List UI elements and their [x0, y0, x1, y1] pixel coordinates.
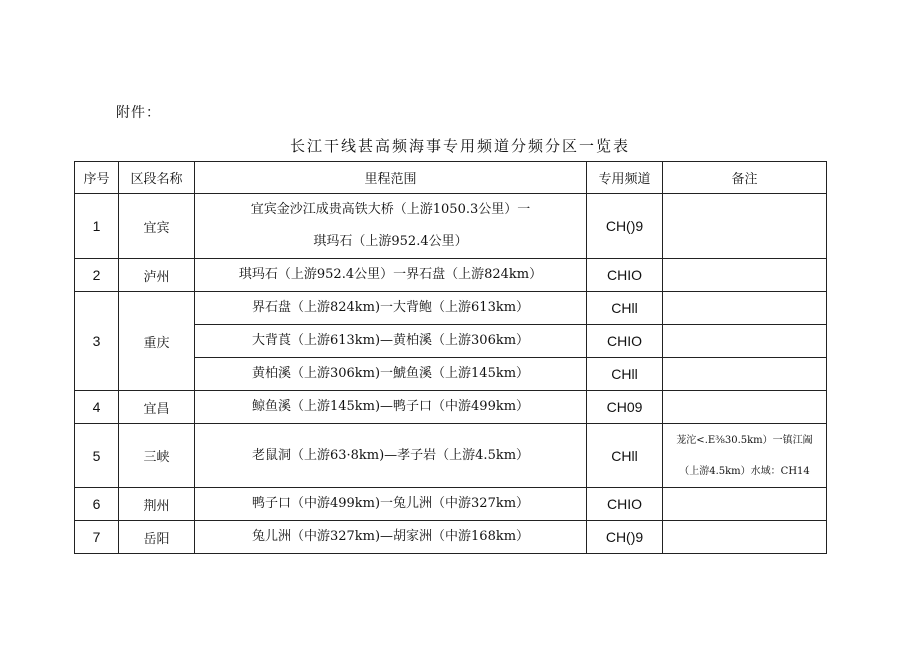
section-name: 宜宾 [119, 194, 195, 259]
table-row [75, 259, 827, 292]
remarks [663, 259, 827, 292]
header-mileage-range: 里程范围 [195, 162, 587, 194]
header-remarks: 备注 [663, 162, 827, 194]
mileage-line: 兔儿洲（中游327km)—胡家洲（中游168km） [251, 529, 530, 544]
table-row [75, 424, 827, 488]
header-channel: 专用频道 [587, 162, 663, 194]
section-name: 重庆 [119, 292, 195, 391]
mileage-line: 鲸鱼溪（上游145km)—鸭子口（中游499km） [251, 399, 530, 414]
section-name: 宜昌 [119, 391, 195, 424]
remarks [663, 391, 827, 424]
document-title: 长江干线甚高频海事专用频道分频分区一览表 [289, 137, 630, 155]
row-index: 7 [75, 521, 119, 554]
mileage-range [195, 325, 587, 358]
section-name: 荆州 [119, 488, 195, 521]
table-header-row [75, 162, 827, 194]
mileage-line: 琪玛石（上游952.4公里）一界石盘（上游824km） [238, 267, 543, 282]
table-row [75, 292, 827, 325]
table-row [75, 194, 827, 259]
channel: CHll [587, 424, 663, 488]
remarks [663, 358, 827, 391]
mileage-range [195, 391, 587, 424]
row-index: 6 [75, 488, 119, 521]
channel: CH()9 [587, 194, 663, 259]
mileage-range [195, 194, 587, 259]
mileage-range [195, 424, 587, 488]
mileage-range [195, 259, 587, 292]
channel: CH()9 [587, 521, 663, 554]
channel-table [74, 161, 827, 554]
row-index: 2 [75, 259, 119, 292]
mileage-range [195, 488, 587, 521]
mileage-range [195, 358, 587, 391]
mileage-line: 黄柏溪（上游306km)一鯱鱼溪（上游145km） [251, 366, 530, 381]
remarks [663, 521, 827, 554]
channel: CHll [587, 358, 663, 391]
section-name: 泸州 [119, 259, 195, 292]
channel: CHIO [587, 259, 663, 292]
channel: CH09 [587, 391, 663, 424]
mileage-range [195, 521, 587, 554]
row-index: 3 [75, 292, 119, 391]
row-index: 5 [75, 424, 119, 488]
header-index: 序号 [75, 162, 119, 194]
remarks [663, 292, 827, 325]
remarks [663, 194, 827, 259]
header-section-name: 区段名称 [119, 162, 195, 194]
channel: CHIO [587, 325, 663, 358]
row-index: 1 [75, 194, 119, 259]
section-name: 三峡 [119, 424, 195, 488]
mileage-line: 鸭子口（中游499km)一兔儿洲（中游327km） [251, 496, 530, 511]
mileage-range [195, 292, 587, 325]
remark-line: （上游4.5km）水域：CH14 [679, 465, 810, 477]
table-row [75, 521, 827, 554]
mileage-line: 琪玛石（上游952.4公里） [313, 234, 468, 249]
remark-line: 茏沱<.E⅜30.5km）一镇江阖 [676, 434, 813, 446]
table-row [75, 488, 827, 521]
section-name: 岳阳 [119, 521, 195, 554]
row-index: 4 [75, 391, 119, 424]
remarks [663, 488, 827, 521]
mileage-line: 大背莨（上游613km)—黄柏溪（上游306km） [251, 333, 530, 348]
mileage-line: 宜宾金沙江成贵高铁大桥（上游1050.3公里）一 [250, 202, 531, 217]
table-row [75, 391, 827, 424]
mileage-line: 老鼠洞（上游63·8km)—孝子岩（上游4.5km） [251, 447, 530, 463]
channel: CHll [587, 292, 663, 325]
remarks [663, 424, 827, 488]
remarks [663, 325, 827, 358]
mileage-line: 界石盘（上游824km)一大背鲍（上游613km） [251, 300, 530, 315]
channel: CHIO [587, 488, 663, 521]
attachment-label: 附件： [116, 105, 161, 121]
